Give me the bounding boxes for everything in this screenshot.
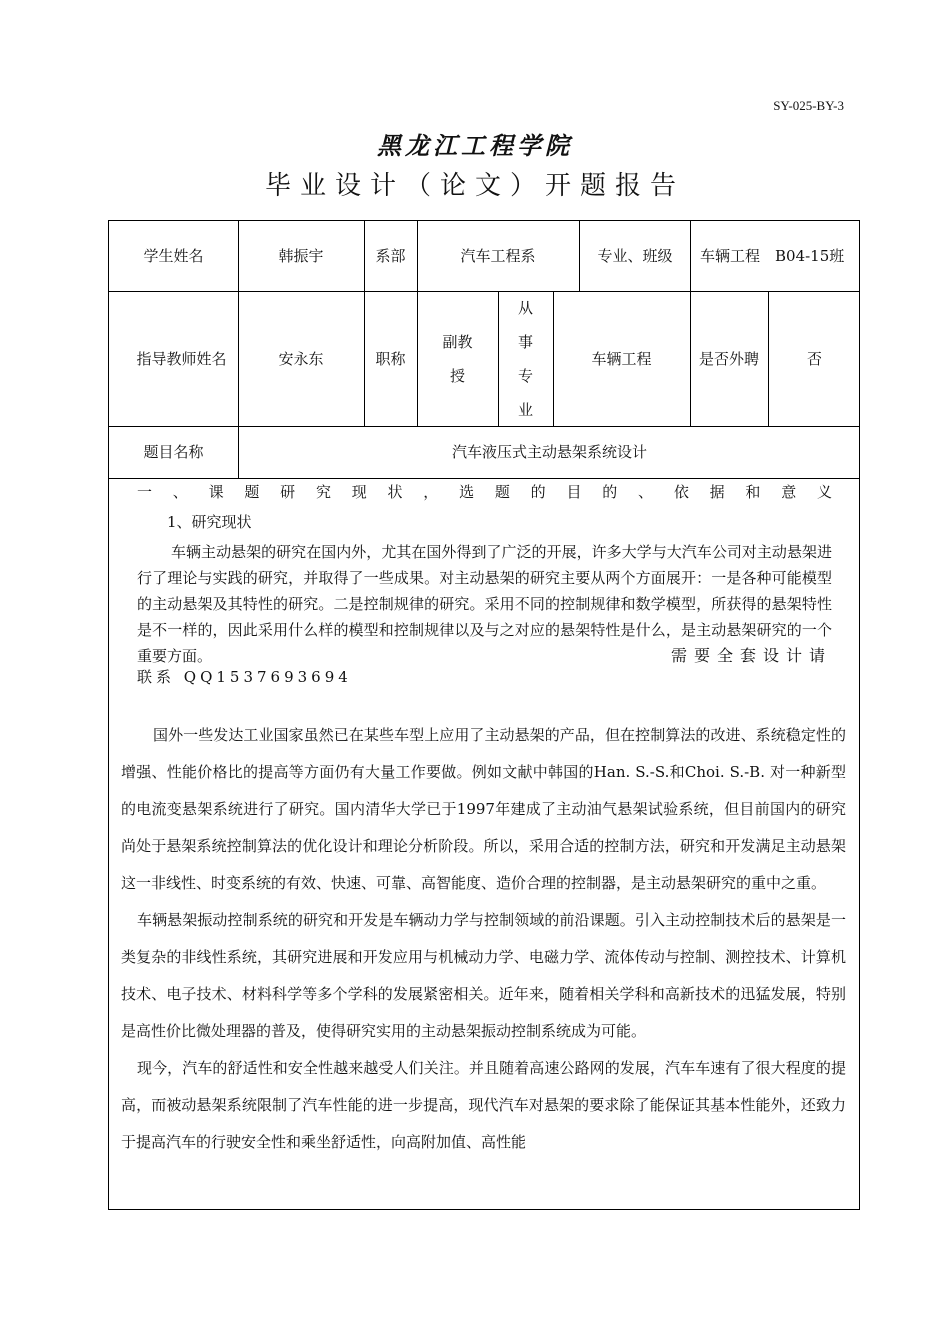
contact-qq: 联系 QQ1537693694 [137, 668, 352, 686]
advisor-label: 指导教师姓名 [136, 349, 227, 368]
paragraph-4: 现今，汽车的舒适性和安全性越来越受人们关注。并且随着高速公路网的发展，汽车车速有了很大程度的提高，而被动悬架系统限制了汽车性能的进一步提高，现代汽车对悬架的要求除了能保证其基本性能外，还致力于提高汽车的行驶安全性和乘坐舒适性，向高附加值、高性能 [121, 1059, 846, 1151]
paragraph-2: 国外一些发达工业国家虽然已在某些车型上应用了主动悬架的产品，但在控制算法的改进、系统稳定性的增强、性能价格比的提高等方面仍有大量工作要做。例如文献中韩国的Han. S.-S.和Choi. S.-B. 对一种新型的电流变悬架系统进行了研究。国内清华大学已于1997年建成了主动油气悬架试验系统，但目前国内的研究尚处于悬架系统控制算法的优化设计和理论分析阶段。所以，采用合适的控制方法，研究和开发满足主动悬架这一非线性、时变系统的有效、快速、可靠、高智能度、造价合理的控制器，是主动悬架研究的重中之重。 [121, 726, 846, 892]
field-value: 车辆工程 [591, 349, 652, 368]
paragraph-3: 车辆悬架振动控制系统的研究和开发是车辆动力学与控制领域的前沿课题。引入主动控制技术后的悬架是一类复杂的非线性系统，其研究进展和开发应用与机械动力学、电磁力学、流体传动与控制、测控技术、计算机技术、电子技术、材料科学等多个学科的发展紧密相关。近年来，随着相关学科和高新技术的迅猛发展，特别是高性价比微处理器的普及，使得研究实用的主动悬架振动控制系统成为可能。 [121, 911, 846, 1040]
external-value: 否 [806, 349, 822, 368]
advisor-value: 安永东 [278, 349, 324, 368]
section-heading: 一、课题研究现状，选题的目的、依据和意义 [137, 483, 832, 501]
document-code: SY-025-BY-3 [773, 98, 844, 113]
contact-note: 需要全套设计请 [670, 646, 832, 665]
department-label: 系部 [375, 247, 406, 265]
major-class-label: 专业、班级 [597, 247, 673, 265]
title-label: 职称 [375, 349, 406, 368]
department-value: 汽车工程系 [460, 247, 536, 265]
subheading: 1、研究现状 [167, 513, 252, 531]
student-name-value: 韩振宇 [278, 247, 324, 265]
school-logo-text: 黑龙江工程学院 [377, 131, 573, 160]
paragraph-1: 车辆主动悬架的研究在国内外，尤其在国外得到了广泛的开展，许多大学与大汽车公司对主动悬架进行了理论与实践的研究，并取得了一些成果。对主动悬架的研究主要从两个方面展开：一是各种可能模型的主动悬架及其特性的研究。二是控制规律的研究。采用不同的控制规律和数学模型，所获得的悬架特性是不一样的，因此采用什么样的模型和控制规律以及与之对应的悬架特性是什么，是主动悬架研究的一个重要方面。 [137, 543, 832, 665]
page-title: 毕业设计（论文）开题报告 [264, 171, 685, 201]
topic-value: 汽车液压式主动悬架系统设计 [451, 443, 647, 461]
report-body [121, 479, 846, 1161]
major-class-value: 车辆工程 B04-15班 [700, 247, 845, 265]
external-label: 是否外聘 [698, 349, 759, 368]
field-label: 从事专业 [518, 298, 534, 419]
topic-label: 题目名称 [143, 443, 204, 461]
student-name-label: 学生姓名 [143, 247, 204, 265]
report-form [108, 220, 860, 1210]
advisor-title-value: 副教授 [442, 332, 473, 385]
